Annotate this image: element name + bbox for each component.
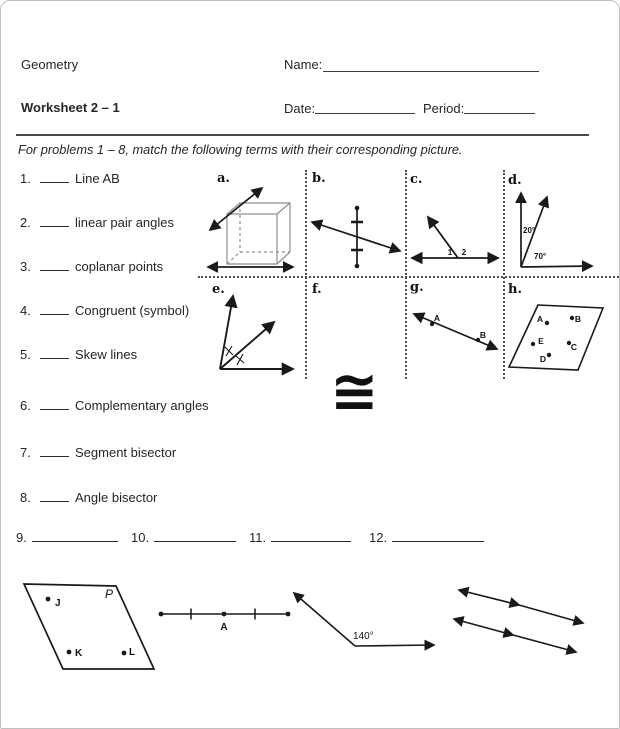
angle-2-label: 2 bbox=[461, 248, 467, 257]
item-number: 10. bbox=[131, 530, 150, 545]
match-item-5 bbox=[20, 345, 137, 362]
answer-line bbox=[271, 529, 351, 542]
short-answer-10 bbox=[131, 529, 236, 545]
item-number: 11. bbox=[249, 530, 267, 545]
point-a-label: A bbox=[433, 313, 441, 323]
answer-blank bbox=[40, 396, 69, 410]
match-item-6 bbox=[20, 396, 209, 413]
item-number: 12. bbox=[369, 530, 388, 545]
answer-blank bbox=[40, 169, 69, 183]
figure-bisected-segment bbox=[156, 596, 306, 641]
ray bbox=[428, 217, 458, 258]
short-answer-11 bbox=[249, 529, 351, 545]
angle-70-label: 70° bbox=[534, 252, 547, 261]
midpoint-dot bbox=[222, 612, 227, 617]
horizontal-ray bbox=[521, 266, 592, 267]
point-label-e: E bbox=[538, 336, 544, 346]
match-item-1 bbox=[20, 169, 120, 186]
item-number: 7. bbox=[20, 445, 31, 460]
short-answer-9 bbox=[16, 529, 118, 545]
angle-congruence-mark-2 bbox=[236, 354, 244, 365]
item-label: Complementary angles bbox=[75, 398, 209, 413]
picture-label-d: d. bbox=[508, 173, 522, 188]
bisecting-line bbox=[312, 222, 400, 251]
skew-line-top bbox=[210, 188, 262, 230]
upper-left-ray bbox=[294, 593, 355, 646]
answer-blank bbox=[40, 345, 69, 359]
point-label-b: B bbox=[574, 314, 582, 324]
picture-label-e: e. bbox=[212, 282, 225, 297]
figure-parallel-lines bbox=[446, 581, 611, 661]
item-number: 6. bbox=[20, 398, 31, 413]
point-label-d: D bbox=[539, 354, 547, 364]
figure-line-ab bbox=[406, 279, 504, 383]
point-k-label: K bbox=[75, 648, 83, 659]
item-number: 4. bbox=[20, 303, 31, 318]
answer-blank bbox=[40, 257, 69, 271]
figure-plane-jkl bbox=[11, 576, 171, 681]
match-item-2 bbox=[20, 213, 174, 230]
figure-angle-bisector bbox=[206, 279, 306, 383]
figure-140-degree-angle bbox=[286, 584, 446, 659]
midpoint-label: A bbox=[220, 622, 228, 633]
answer-blank bbox=[40, 301, 69, 315]
figure-linear-pair bbox=[406, 169, 504, 279]
course-title: Geometry bbox=[21, 57, 79, 72]
plane-label: P bbox=[105, 587, 114, 601]
congruent-symbol: ≅ bbox=[330, 357, 379, 425]
item-number: 3. bbox=[20, 259, 31, 274]
item-number: 8. bbox=[20, 490, 31, 505]
answer-blank bbox=[40, 488, 69, 502]
figure-segment-bisector bbox=[306, 169, 406, 279]
point-b-label: B bbox=[479, 330, 487, 340]
picture-label-a: a. bbox=[217, 171, 230, 186]
header-divider bbox=[16, 134, 589, 136]
picture-label-f: f. bbox=[312, 282, 322, 297]
match-item-3 bbox=[20, 257, 163, 274]
point-dot bbox=[570, 316, 574, 320]
answer-line bbox=[154, 529, 236, 542]
picture-label-h: h. bbox=[508, 282, 522, 297]
item-label: coplanar points bbox=[75, 259, 164, 274]
answer-blank bbox=[40, 213, 69, 227]
answer-line bbox=[32, 529, 118, 542]
angle-1-label: 1 bbox=[447, 248, 453, 257]
answer-line bbox=[392, 529, 484, 542]
item-label: Congruent (symbol) bbox=[75, 303, 190, 318]
instructions-text: For problems 1 – 8, match the following terms with their corresponding picture. bbox=[18, 142, 463, 157]
endpoint-dot bbox=[159, 612, 164, 617]
segment-endpoint-dot bbox=[355, 206, 360, 211]
point-j-dot bbox=[46, 597, 51, 602]
point-dot bbox=[531, 342, 535, 346]
item-number: 2. bbox=[20, 215, 31, 230]
horizontal-ray bbox=[355, 645, 434, 646]
angle-measure-label: 140° bbox=[353, 631, 374, 642]
figure-complementary-angles bbox=[504, 169, 619, 279]
item-label: Segment bisector bbox=[75, 445, 177, 460]
match-item-7 bbox=[20, 443, 176, 460]
plane-parallelogram bbox=[509, 305, 603, 370]
name-label: Name: bbox=[284, 57, 323, 72]
point-j-label: J bbox=[55, 598, 61, 609]
item-label: Skew lines bbox=[75, 347, 138, 362]
item-label: Line AB bbox=[75, 171, 120, 186]
item-label: Angle bisector bbox=[75, 490, 158, 505]
match-item-4 bbox=[20, 301, 189, 318]
worksheet-title: Worksheet 2 – 1 bbox=[21, 100, 120, 115]
figure-skew-lines-cube bbox=[204, 169, 304, 279]
item-label: linear pair angles bbox=[75, 215, 175, 230]
item-number: 9. bbox=[16, 530, 27, 545]
point-l-dot bbox=[122, 651, 127, 656]
angle-20-label: 20° bbox=[523, 226, 536, 235]
answer-blank bbox=[40, 443, 69, 457]
period-label: Period: bbox=[423, 101, 465, 116]
item-number: 5. bbox=[20, 347, 31, 362]
upper-ray bbox=[220, 296, 233, 369]
segment-endpoint-dot bbox=[355, 264, 360, 269]
item-number: 1. bbox=[20, 171, 31, 186]
point-k-dot bbox=[67, 650, 72, 655]
picture-label-c: c. bbox=[410, 172, 423, 187]
point-l-label: L bbox=[129, 647, 136, 658]
point-dot bbox=[547, 353, 551, 357]
picture-label-g: g. bbox=[410, 280, 424, 295]
period-blank-line bbox=[464, 113, 535, 114]
point-dot bbox=[545, 321, 549, 325]
point-label-a: A bbox=[536, 314, 544, 324]
parallel-line-2 bbox=[454, 619, 576, 652]
date-blank-line bbox=[315, 113, 415, 114]
picture-label-b: b. bbox=[312, 171, 326, 186]
parallel-line-1 bbox=[459, 590, 583, 623]
date-label: Date: bbox=[284, 101, 316, 116]
match-item-8 bbox=[20, 488, 157, 505]
short-answer-12 bbox=[369, 529, 484, 545]
point-label-c: C bbox=[570, 342, 578, 352]
bisecting-ray bbox=[220, 322, 274, 369]
cube-hidden-edges bbox=[227, 203, 290, 264]
angle-congruence-mark-1 bbox=[225, 346, 233, 356]
name-blank-line bbox=[323, 71, 539, 72]
figure-coplanar-points bbox=[504, 279, 619, 383]
